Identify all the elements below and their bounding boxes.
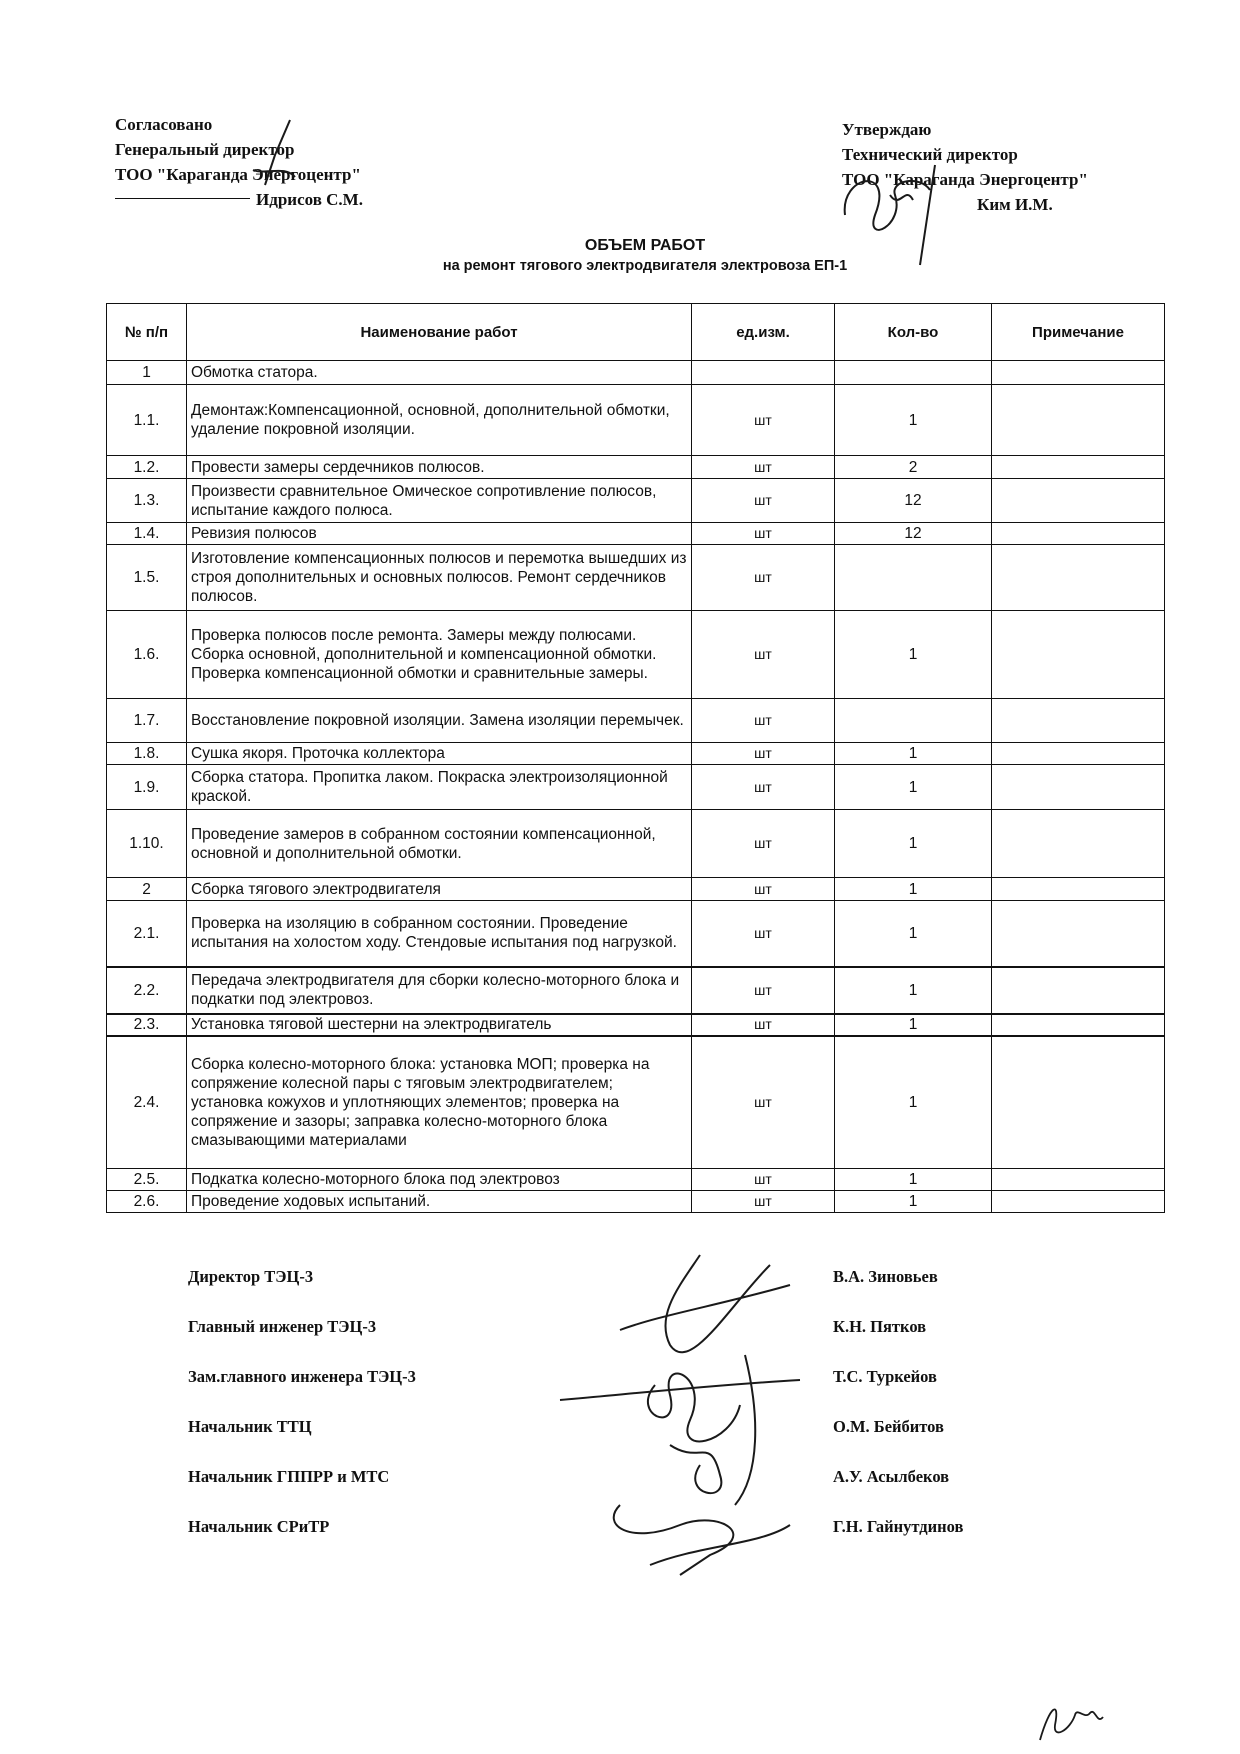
- row-qty: 1: [835, 1191, 992, 1213]
- row-qty: 1: [835, 810, 992, 878]
- table-row: [107, 1036, 1165, 1169]
- row-name: Изготовление компенсационных полюсов и перемотка вышедших из строя дополнительных и основных полюсов. Ремонт сердечников полюсов.: [187, 545, 692, 611]
- row-num: 1.4.: [107, 523, 187, 545]
- row-qty: 1: [835, 967, 992, 1014]
- row-note: [992, 385, 1165, 456]
- title-line-1: ОБЪЕМ РАБОТ: [584, 237, 706, 254]
- signer-name: О.М. Бейбитов: [833, 1417, 944, 1436]
- row-qty: 1: [835, 1036, 992, 1169]
- row-name: Сушка якоря. Проточка коллектора: [187, 743, 692, 765]
- table-row: [107, 743, 1165, 765]
- signer-name: К.Н. Пятков: [833, 1317, 927, 1336]
- header-num: № п/п: [107, 304, 187, 361]
- row-note: [992, 545, 1165, 611]
- row-note: [992, 967, 1165, 1014]
- approve-position: Технический директор: [842, 145, 1018, 164]
- signer-name: А.У. Асылбеков: [833, 1467, 950, 1486]
- row-note: [992, 1036, 1165, 1169]
- row-unit: шт: [692, 1014, 835, 1036]
- row-name: Обмотка статора.: [187, 361, 692, 385]
- row-note: [992, 1191, 1165, 1213]
- table-row: [107, 523, 1165, 545]
- row-num: 1: [107, 361, 187, 385]
- row-note: [992, 1014, 1165, 1036]
- row-name: Проверка полюсов после ремонта. Замеры между полюсами. Сборка основной, дополнительной и компенсационной обмотки. Проверка компенсационной обмотки и сравнительные замеры.: [187, 611, 692, 699]
- row-qty: 1: [835, 901, 992, 967]
- agreed-signature-line: [115, 187, 363, 212]
- signatures-cluster: [560, 1245, 860, 1575]
- row-unit: шт: [692, 1169, 835, 1191]
- works-table: [106, 303, 1165, 1213]
- row-name: Провести замеры сердечников полюсов.: [187, 456, 692, 479]
- row-note: [992, 479, 1165, 523]
- row-num: 2.3.: [107, 1014, 187, 1036]
- row-note: [992, 765, 1165, 810]
- row-num: 1.3.: [107, 479, 187, 523]
- table-row: [107, 1191, 1165, 1213]
- agreed-block: [115, 112, 363, 212]
- row-unit: шт: [692, 699, 835, 743]
- row-qty: 1: [835, 1169, 992, 1191]
- table-row: [107, 765, 1165, 810]
- row-num: 1.2.: [107, 456, 187, 479]
- row-unit: шт: [692, 765, 835, 810]
- table-row: [107, 810, 1165, 878]
- table-row: [107, 361, 1165, 385]
- header-qty: Кол-во: [835, 304, 992, 361]
- signers-positions: [188, 1267, 416, 1567]
- header-unit: ед.изм.: [692, 304, 835, 361]
- row-unit: шт: [692, 385, 835, 456]
- row-unit: [692, 361, 835, 385]
- agreed-label: Согласовано: [115, 115, 213, 134]
- row-note: [992, 361, 1165, 385]
- row-qty: [835, 361, 992, 385]
- row-name: Сборка статора. Пропитка лаком. Покраска электроизоляционной краской.: [187, 765, 692, 810]
- signer-name: Г.Н. Гайнутдинов: [833, 1517, 964, 1536]
- row-note: [992, 523, 1165, 545]
- approve-company: ТОО "Караганда Энергоцентр": [842, 170, 1088, 189]
- row-unit: шт: [692, 743, 835, 765]
- row-note: [992, 878, 1165, 901]
- table-header-row: [107, 304, 1165, 361]
- agreed-handwritten-signature: [245, 115, 305, 205]
- row-qty: 1: [835, 611, 992, 699]
- row-num: 2.5.: [107, 1169, 187, 1191]
- signer-position: Зам.главного инженера ТЭЦ-3: [188, 1367, 416, 1386]
- row-note: [992, 611, 1165, 699]
- row-note: [992, 901, 1165, 967]
- document-title: [0, 236, 1240, 276]
- row-qty: 12: [835, 523, 992, 545]
- agreed-position: Генеральный директор: [115, 140, 295, 159]
- signature-underline: [115, 198, 250, 199]
- table-row: [107, 967, 1165, 1014]
- signer-position: Главный инженер ТЭЦ-3: [188, 1317, 377, 1336]
- row-unit: шт: [692, 545, 835, 611]
- row-qty: 1: [835, 765, 992, 810]
- row-num: 1.9.: [107, 765, 187, 810]
- header-note: Примечание: [992, 304, 1165, 361]
- row-note: [992, 699, 1165, 743]
- row-note: [992, 1169, 1165, 1191]
- row-name: Сборка тягового электродвигателя: [187, 878, 692, 901]
- row-unit: шт: [692, 611, 835, 699]
- title-line-2: на ремонт тягового электродвигателя электровоза ЕП-1: [442, 258, 848, 274]
- row-qty: 1: [835, 385, 992, 456]
- table-row: [107, 611, 1165, 699]
- row-name: Установка тяговой шестерни на электродвигатель: [187, 1014, 692, 1036]
- row-qty: 12: [835, 479, 992, 523]
- row-name: Произвести сравнительное Омическое сопротивление полюсов, испытание каждого полюса.: [187, 479, 692, 523]
- row-unit: шт: [692, 1191, 835, 1213]
- row-note: [992, 456, 1165, 479]
- row-unit: шт: [692, 901, 835, 967]
- row-num: 1.8.: [107, 743, 187, 765]
- row-name: Передача электродвигателя для сборки колесно-моторного блока и подкатки под электровоз.: [187, 967, 692, 1014]
- row-num: 1.1.: [107, 385, 187, 456]
- row-unit: шт: [692, 810, 835, 878]
- row-qty: 1: [835, 743, 992, 765]
- row-num: 1.7.: [107, 699, 187, 743]
- signer-name: В.А. Зиновьев: [833, 1267, 938, 1286]
- row-note: [992, 743, 1165, 765]
- row-qty: 1: [835, 1014, 992, 1036]
- page-initials: [1035, 1695, 1105, 1745]
- row-name: Демонтаж:Компенсационной, основной, дополнительной обмотки, удаление покровной изоляции.: [187, 385, 692, 456]
- agreed-company: ТОО "Караганда Энергоцентр": [115, 165, 361, 184]
- table-row: [107, 1014, 1165, 1036]
- signer-position: Начальник СРиТР: [188, 1517, 330, 1536]
- row-name: Проведение замеров в собранном состоянии компенсационной, основной и дополнительной обмотки.: [187, 810, 692, 878]
- approve-label: Утверждаю: [842, 120, 932, 139]
- table-row: [107, 878, 1165, 901]
- row-qty: 1: [835, 878, 992, 901]
- header-name: Наименование работ: [187, 304, 692, 361]
- signer-position: Директор ТЭЦ-3: [188, 1267, 314, 1286]
- table-row: [107, 699, 1165, 743]
- row-name: Сборка колесно-моторного блока: установка МОП; проверка на сопряжение колесной пары с тяговым электродвигателем; установка кожухов и уплотняющих элементов; проверка на сопряжение и зазоры; заправка колесно-моторного блока смазывающими материалами: [187, 1036, 692, 1169]
- row-unit: шт: [692, 878, 835, 901]
- table-row: [107, 479, 1165, 523]
- row-name: Восстановление покровной изоляции. Замена изоляции перемычек.: [187, 699, 692, 743]
- signer-position: Начальник ТТЦ: [188, 1417, 312, 1436]
- row-name: Ревизия полюсов: [187, 523, 692, 545]
- table-row: [107, 456, 1165, 479]
- row-name: Подкатка колесно-моторного блока под электровоз: [187, 1169, 692, 1191]
- row-num: 1.10.: [107, 810, 187, 878]
- row-num: 2.6.: [107, 1191, 187, 1213]
- agreed-signatory: Идрисов С.М.: [256, 190, 363, 209]
- approve-signatory: Ким И.М.: [977, 195, 1053, 214]
- row-num: 2.2.: [107, 967, 187, 1014]
- signer-name: Т.С. Туркейов: [833, 1367, 937, 1386]
- row-qty: [835, 545, 992, 611]
- table-row: [107, 901, 1165, 967]
- row-qty: [835, 699, 992, 743]
- row-unit: шт: [692, 1036, 835, 1169]
- row-unit: шт: [692, 967, 835, 1014]
- table-row: [107, 385, 1165, 456]
- row-num: 1.6.: [107, 611, 187, 699]
- row-unit: шт: [692, 523, 835, 545]
- row-unit: шт: [692, 456, 835, 479]
- row-qty: 2: [835, 456, 992, 479]
- signer-position: Начальник ГППРР и МТС: [188, 1467, 390, 1486]
- table-row: [107, 545, 1165, 611]
- table-row: [107, 1169, 1165, 1191]
- row-note: [992, 810, 1165, 878]
- row-num: 1.5.: [107, 545, 187, 611]
- row-num: 2.4.: [107, 1036, 187, 1169]
- row-name: Проверка на изоляцию в собранном состоянии. Проведение испытания на холостом ходу. Стендовые испытания под нагрузкой.: [187, 901, 692, 967]
- row-unit: шт: [692, 479, 835, 523]
- row-num: 2: [107, 878, 187, 901]
- row-name: Проведение ходовых испытаний.: [187, 1191, 692, 1213]
- row-num: 2.1.: [107, 901, 187, 967]
